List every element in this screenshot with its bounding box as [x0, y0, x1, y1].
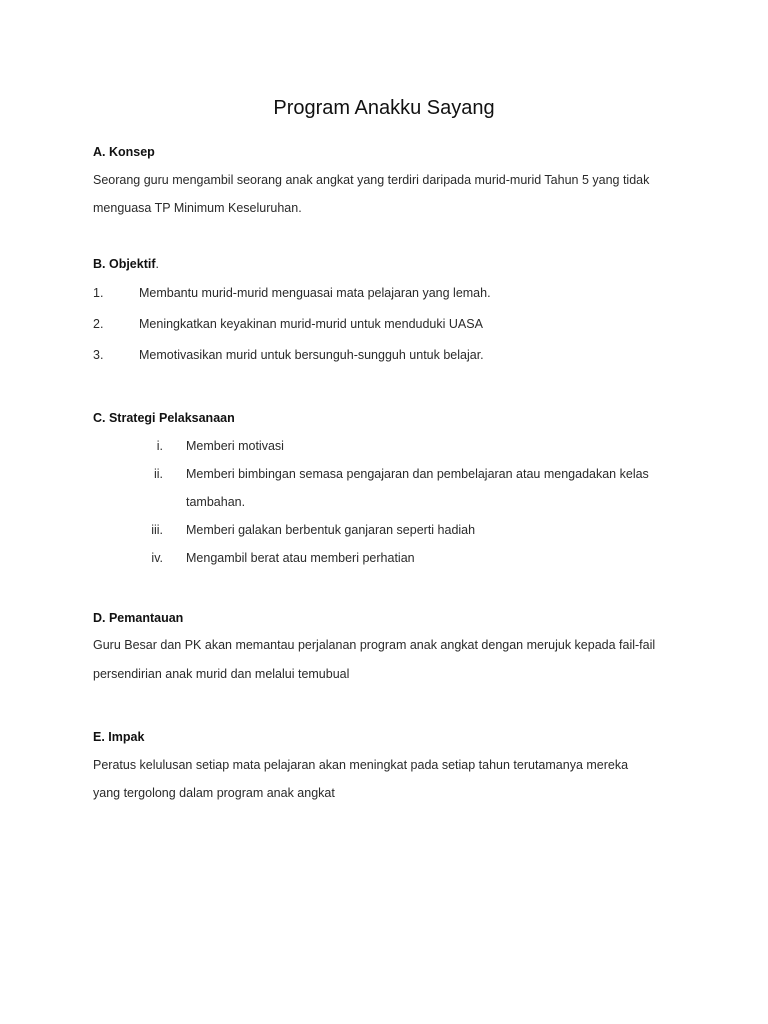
- objektif-item-1-text: Membantu murid-murid menguasai mata pelajaran yang lemah.: [139, 286, 491, 300]
- strategi-item-1-number: i.: [156, 439, 163, 453]
- objektif-item-2-text: Meningkatkan keyakinan murid-murid untuk menduduki UASA: [139, 317, 483, 331]
- strategi-item-4-text: Mengambil berat atau memberi perhatian: [186, 551, 415, 565]
- pemantauan-line-2: persendirian anak murid dan melalui temubual: [93, 667, 350, 681]
- section-heading-konsep: A. Konsep: [93, 145, 155, 159]
- objektif-item-2-number: 2.: [93, 317, 104, 331]
- strategi-item-2-number: ii.: [153, 467, 163, 481]
- objektif-heading-period: .: [155, 257, 159, 271]
- impak-line-2: yang tergolong dalam program anak angkat: [93, 786, 335, 800]
- strategi-item-3-number: iii.: [151, 523, 163, 537]
- konsep-line-2: menguasa TP Minimum Keseluruhan.: [93, 201, 302, 215]
- strategi-item-2-continuation: tambahan.: [186, 495, 246, 509]
- objektif-item-3-text: Memotivasikan murid untuk bersunguh-sungguh untuk belajar.: [139, 348, 484, 362]
- strategi-item-3-text: Memberi galakan berbentuk ganjaran seperti hadiah: [186, 523, 476, 537]
- section-heading-pemantauan: D. Pemantauan: [93, 611, 184, 625]
- pemantauan-line-1: Guru Besar dan PK akan memantau perjalanan program anak angkat dengan merujuk kepada fail-fail: [93, 638, 656, 652]
- objektif-heading-text: B. Objektif: [93, 257, 156, 271]
- strategi-item-2-text: Memberi bimbingan semasa pengajaran dan pembelajaran atau mengadakan kelas: [186, 467, 649, 481]
- objektif-item-3-number: 3.: [93, 348, 104, 362]
- strategi-item-1-text: Memberi motivasi: [186, 439, 284, 453]
- section-heading-impak: E. Impak: [93, 730, 145, 744]
- strategi-item-4-number: iv.: [151, 551, 163, 565]
- impak-line-1: Peratus kelulusan setiap mata pelajaran akan meningkat pada setiap tahun terutamanya mereka: [93, 758, 629, 772]
- objektif-item-1-number: 1.: [93, 286, 104, 300]
- section-heading-objektif: [93, 257, 159, 271]
- section-heading-strategi: C. Strategi Pelaksanaan: [93, 411, 235, 425]
- konsep-line-1: Seorang guru mengambil seorang anak angkat yang terdiri daripada murid-murid Tahun 5 yang tidak: [93, 173, 650, 187]
- page-title: Program Anakku Sayang: [273, 97, 495, 119]
